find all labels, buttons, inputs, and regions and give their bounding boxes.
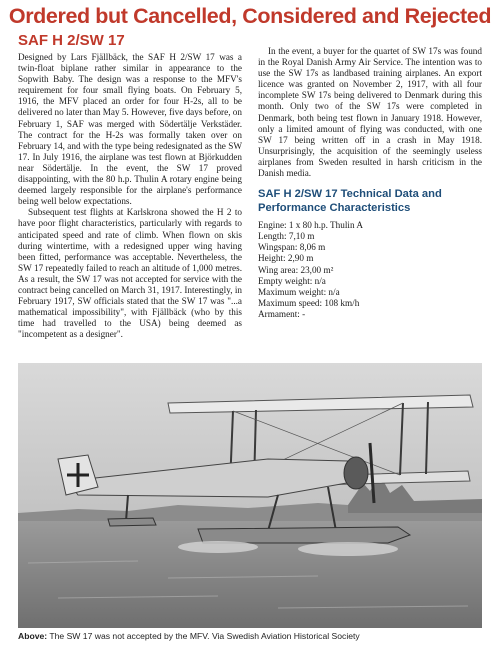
paragraph: In the event, a buyer for the quartet of SW 17s was found in the Royal Danish Army Air Service. The intention was to use the SW 17s as landbased training airplanes. An export licence was granted on November 2, 1917, with all four incomplete SW 17s being delivered to Denmark during this month. Only two of the SW 17s were completed in Denmark, both being test flown in January 1918. However, only a limited amount of flying was conducted, with one SW 17 being written off in a crash in May 1918. Unsurprisingly, the acquisition of the seemingly useless airplanes from Sweden resulted in harsh criticism in the Danish media. — [258, 46, 482, 179]
caption-text: The SW 17 was not accepted by the MFV. Via Swedish Aviation Historical Society — [47, 631, 360, 641]
spec-item: Height: 2,90 m — [258, 253, 314, 264]
spec-item: Maximum speed: 108 km/h — [258, 297, 360, 308]
caption-label: Above: — [18, 631, 48, 641]
left-column — [18, 52, 242, 340]
section-title: SAF H 2/SW 17 — [18, 32, 125, 49]
spec-item: Length: 7,10 m — [258, 231, 315, 242]
spec-list — [258, 220, 482, 320]
photo-caption — [18, 631, 488, 641]
spec-item: Armament: - — [258, 308, 306, 319]
right-column — [258, 46, 482, 320]
spec-heading: SAF H 2/SW 17 Technical Data and Performance Characteristics — [258, 188, 442, 215]
spec-item: Wing area: 23,00 m² — [258, 264, 334, 275]
spec-item: Wingspan: 8,06 m — [258, 242, 326, 253]
aircraft-photo — [18, 363, 482, 628]
paragraph: Designed by Lars Fjällbäck, the SAF H 2/SW 17 was a twin-float biplane rather similar in appearance to the Sopwith Baby. The design was a response to the MFV's requirement for four small flying boats. On February 5, 1916, the MFV placed an order for four H-2s, all to be delivered no later than May 5. However, five days before, on February 1, SAF was merged with Södertälje Verkstäder. The contract for the H-2s was formally taken over on February 14, and with the type being redesignated as the SW 17. In July 1916, the airplane was test flown at Björkudden near Södertälje. In the event, the SW 17 proved disappointing, with the 80 h.p. Thulin A rotary engine being deemed largely responsible for the airplane's performance being well below expectations. — [18, 52, 242, 207]
spec-item: Empty weight: n/a — [258, 275, 326, 286]
spec-item: Engine: 1 x 80 h.p. Thulin A — [258, 220, 363, 231]
paragraph: Subsequent test flights at Karlskrona showed the H 2 to have poor flight characteristics, particularly with regards to anticipated speed and rate of climb. When flown on skis during wintertime, with a redesigned upper wing having been fitted, performance was acceptable. Nevertheless, the SW 17 repeatedly failed to reach an altitude of 1,000 metres. As a result, the SW 17 was not accepted for service with the contract being cancelled on March 31, 1917. Interestingly, in February 1917, SW officials stated that the SW 17 was "...a mathematical impossibility", with Fjällbäck (who by this time had travelled to the USA) being deemed as "incompetent as a designer". — [18, 207, 242, 340]
page-title: Ordered but Cancelled, Considered and Rejected — [8, 4, 492, 28]
spec-item: Maximum weight: n/a — [258, 286, 340, 297]
